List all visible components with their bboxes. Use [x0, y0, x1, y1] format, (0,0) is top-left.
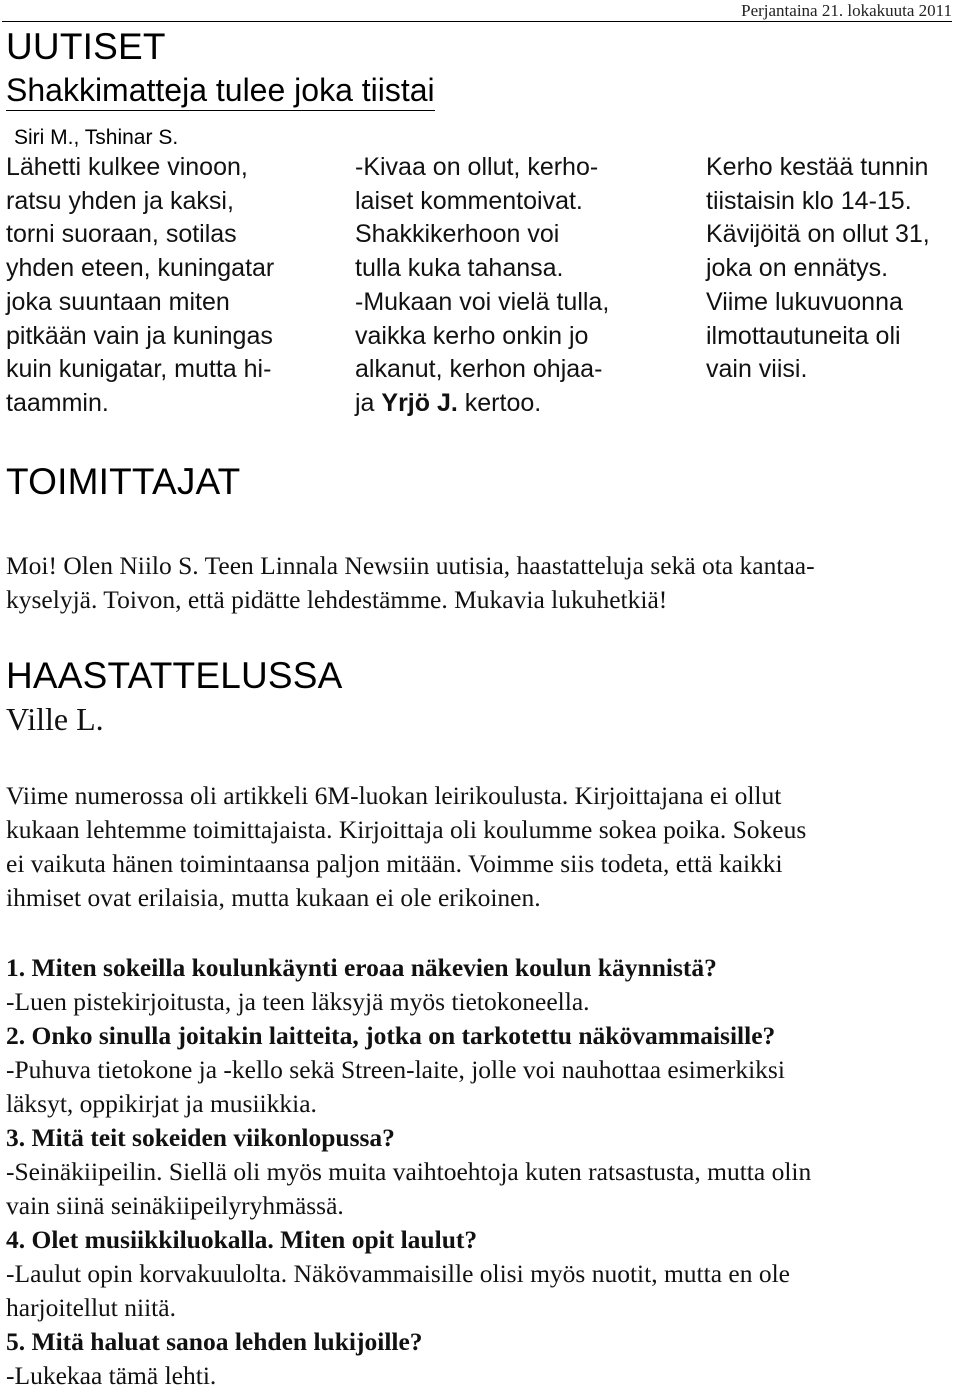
text-line: Kävijöitä on ollut 31,	[706, 220, 930, 249]
news-column-3	[706, 151, 956, 387]
text-line: taammin.	[6, 388, 109, 417]
interview-intro	[6, 779, 946, 915]
section-heading-uutiset: UUTISET	[6, 26, 166, 67]
question: 4. Olet musiikkiluokalla. Miten opit laulut?	[6, 1225, 478, 1254]
text-line: Lähetti kulkee vinoon,	[6, 153, 248, 181]
text-line: Kerho kestää tunnin	[706, 153, 929, 181]
text-line: vain viisi.	[706, 355, 808, 384]
text-line: pitkään vain ja kuningas	[6, 321, 273, 350]
text-line: kuin kunigatar, mutta hi-	[6, 355, 272, 384]
answer: -Luen pistekirjoitusta, ja teen läksyjä myös tietokoneella.	[6, 987, 590, 1016]
interview-qa	[6, 951, 946, 1393]
interviewee: Ville L.	[6, 701, 104, 737]
text-line: Viime numerossa oli artikkeli 6M-luokan leirikoulusta. Kirjoittajana ei ollut	[6, 781, 782, 810]
text-line: ei vaikuta hänen toimintaansa paljon mitään. Voimme siis todeta, että kaikki	[6, 849, 783, 878]
answer: -Laulut opin korvakuulolta. Näkövammaisille olisi myös nuotit, mutta en ole	[6, 1259, 791, 1288]
answer: -Puhuva tietokone ja -kello sekä Streen-laite, jolle voi nauhottaa esimerkiksi	[6, 1055, 785, 1084]
text-line: joka suuntaan miten	[6, 287, 230, 316]
question: 1. Miten sokeilla koulunkäynti eroaa näkevien koulun käynnistä?	[6, 953, 717, 982]
text-line: laiset kommentoivat.	[355, 186, 583, 215]
answer: harjoitellut niitä.	[6, 1293, 176, 1322]
text-line: Shakkikerhoon voi	[355, 220, 560, 249]
answer: -Lukekaa tämä lehti.	[6, 1361, 217, 1390]
text-line: Viime lukuvuonna	[706, 287, 903, 316]
text-line: ilmottautuneita oli	[706, 321, 901, 350]
issue-date: Perjantaina 21. lokakuuta 2011	[2, 1, 952, 22]
text-line: -Kivaa on ollut, kerho-	[355, 153, 599, 181]
section-heading-haastattelussa: HAASTATTELUSSA	[6, 655, 343, 696]
article-byline: Siri M., Tshinar S.	[14, 126, 179, 149]
text-line: vaikka kerho onkin jo	[355, 321, 589, 350]
news-column-1	[6, 151, 326, 421]
text-fragment: ja	[355, 388, 382, 417]
news-column-2	[355, 151, 675, 421]
text-line: tulla kuka tahansa.	[355, 254, 564, 283]
section-heading-toimittajat: TOIMITTAJAT	[6, 461, 241, 502]
article-title: Shakkimatteja tulee joka tiistai	[6, 72, 435, 111]
editor-intro	[6, 549, 946, 617]
text-line: yhden eteen, kuningatar	[6, 254, 275, 283]
answer: vain siinä seinäkiipeilyryhmässä.	[6, 1191, 344, 1220]
text-fragment: kertoo.	[457, 388, 542, 417]
text-line: ihmiset ovat erilaisia, mutta kukaan ei ole erikoinen.	[6, 883, 541, 912]
text-line: alkanut, kerhon ohjaa-	[355, 355, 603, 384]
text-line: torni suoraan, sotilas	[6, 220, 237, 249]
text-line: Moi! Olen Niilo S. Teen Linnala Newsiin uutisia, haastatteluja sekä ota kantaa-	[6, 551, 815, 580]
text-line	[355, 387, 675, 421]
text-line: ratsu yhden ja kaksi,	[6, 186, 234, 215]
text-line: -Mukaan voi vielä tulla,	[355, 287, 610, 316]
question: 5. Mitä haluat sanoa lehden lukijoille?	[6, 1327, 423, 1356]
text-line: tiistaisin klo 14-15.	[706, 186, 912, 215]
text-line: joka on ennätys.	[706, 254, 889, 283]
interviewee-name: Yrjö J.	[381, 388, 458, 417]
answer: läksyt, oppikirjat ja musiikkia.	[6, 1089, 317, 1118]
text-line: kukaan lehtemme toimittajaista. Kirjoittaja oli koulumme sokea poika. Sokeus	[6, 815, 807, 844]
question: 3. Mitä teit sokeiden viikonlopussa?	[6, 1123, 395, 1152]
question: 2. Onko sinulla joitakin laitteita, jotka on tarkotettu näkövammaisille?	[6, 1021, 776, 1050]
answer: -Seinäkiipeilin. Siellä oli myös muita vaihtoehtoja kuten ratsastusta, mutta olin	[6, 1157, 812, 1186]
text-line: kyselyjä. Toivon, että pidätte lehdestämme. Mukavia lukuhetkiä!	[6, 585, 668, 614]
